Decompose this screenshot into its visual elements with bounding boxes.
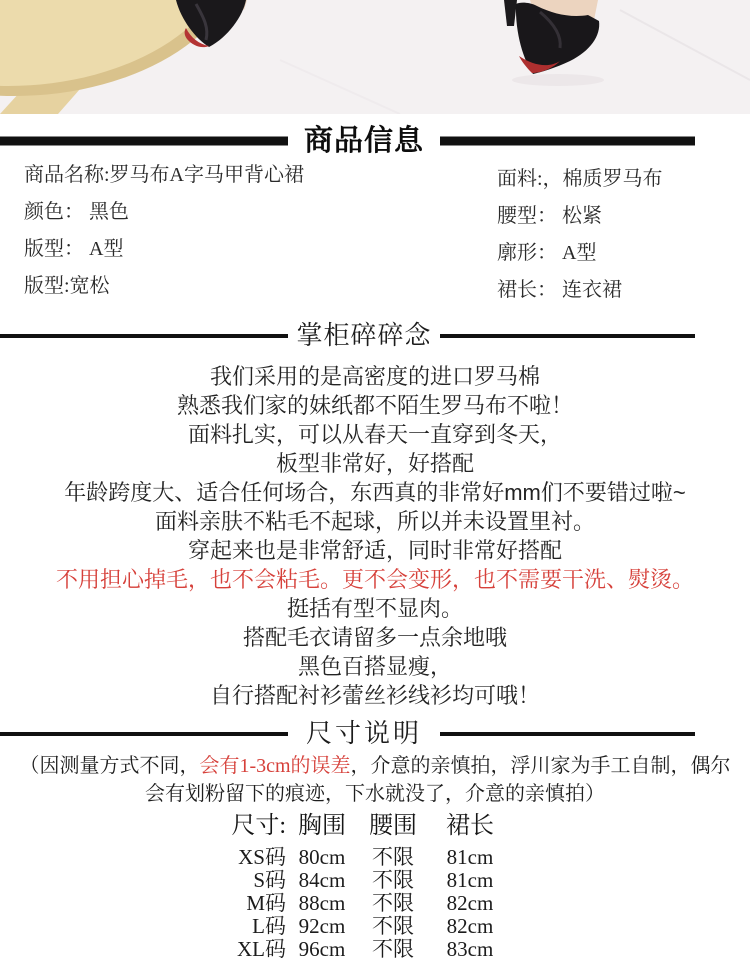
size-table-row-s (210, 869, 510, 892)
disclaimer-segment: （因测量方式不同， (19, 755, 200, 777)
length-cell: 82cm (446, 914, 494, 938)
waist-cell: 不限 (372, 914, 414, 938)
header-right-line (440, 732, 695, 736)
shop-notes-title: 掌柜碎碎念 (296, 321, 432, 350)
size-disclaimer-line2: 会有划粉留下的痕迹，下水就没了，介意的亲慎拍） (145, 783, 605, 805)
waist-cell: 不限 (372, 845, 414, 869)
header-right-bar (440, 137, 695, 146)
product-photo (0, 0, 750, 114)
size-table-row-xl (210, 938, 510, 960)
bust-cell: 80cm (298, 845, 346, 869)
header-left-bar (0, 137, 288, 146)
note-line: 面料亲肤不粘毛不起球，所以并未设置里衬。 (154, 509, 595, 534)
length-cell: 81cm (446, 845, 494, 869)
size-table-row-m (210, 892, 510, 915)
note-line: 穿起来也是非常舒适，同时非常好搭配 (187, 538, 562, 563)
note-line: 黑色百搭显瘦， (297, 654, 452, 679)
attribute-color: 颜色： 黑色 (24, 201, 129, 223)
size-table-col-length: 裙长 (446, 813, 494, 839)
bust-cell: 92cm (298, 914, 346, 938)
disclaimer-segment: ，介意的亲慎拍，浮川家为手工自制，偶尔 (350, 755, 731, 777)
product-attributes-left (24, 165, 304, 313)
header-right-line (440, 334, 695, 338)
note-line-warning-red: 不用担心掉毛，也不会粘毛。更不会变形，也不需要干洗、熨烫。 (55, 567, 694, 592)
size-table (210, 812, 510, 960)
size-cell: L码 (252, 914, 286, 938)
header-left-line (0, 732, 288, 736)
section-header-product-info (0, 124, 750, 158)
size-table-row-l (210, 915, 510, 938)
size-cell: XS码 (238, 845, 286, 869)
waist-cell: 不限 (372, 868, 414, 892)
attribute-product-name: 商品名称:罗马布A字马甲背心裙 (24, 164, 304, 186)
note-line: 自行搭配衬衫蕾丝衫线衫均可哦！ (209, 683, 540, 708)
attribute-fabric: 面料:，棉质罗马布 (497, 168, 663, 190)
note-line: 挺括有型不显肉。 (286, 596, 463, 621)
attribute-silhouette: 廓形： A型 (497, 242, 597, 264)
bust-cell: 84cm (298, 868, 346, 892)
attribute-pattern-type: 版型： A型 (24, 238, 124, 260)
note-line: 板型非常好，好搭配 (275, 451, 474, 476)
length-cell: 83cm (446, 937, 494, 960)
length-cell: 81cm (446, 868, 494, 892)
section-header-size-info (0, 717, 750, 751)
heels-photo-illustration (0, 0, 750, 114)
attribute-fit: 版型:宽松 (24, 275, 110, 297)
size-table-header-label: 尺寸: (231, 813, 286, 839)
size-disclaimer-line1 (10, 752, 740, 780)
size-info-title: 尺寸说明 (305, 719, 422, 748)
size-table-row-xs (210, 846, 510, 869)
size-table-header (210, 812, 510, 840)
attribute-waist-type: 腰型： 松紧 (497, 205, 602, 227)
section-header-shop-notes (0, 319, 750, 353)
waist-cell: 不限 (372, 891, 414, 915)
size-cell: XL码 (237, 937, 286, 960)
product-info-title: 商品信息 (303, 125, 424, 157)
note-line: 年龄跨度大、适合任何场合，东西真的非常好mm们不要错过啦~ (64, 480, 686, 505)
disclaimer-segment-red: 会有1-3cm的误差 (199, 755, 351, 777)
note-line: 面料扎实，可以从春天一直穿到冬天， (187, 422, 562, 447)
size-cell: M码 (246, 891, 286, 915)
waist-cell: 不限 (372, 937, 414, 960)
size-table-col-bust: 胸围 (298, 813, 346, 839)
note-line: 我们采用的是高密度的进口罗马棉 (209, 364, 540, 389)
bust-cell: 96cm (298, 937, 346, 960)
size-disclaimer (10, 752, 740, 808)
note-line: 熟悉我们家的妹纸都不陌生罗马布不啦！ (176, 393, 573, 418)
shop-notes-text (0, 362, 750, 710)
length-cell: 82cm (446, 891, 494, 915)
attribute-skirt-length: 裙长： 连衣裙 (497, 279, 622, 301)
bust-cell: 88cm (298, 891, 346, 915)
product-attributes-right (497, 169, 663, 317)
size-cell: S码 (253, 868, 286, 892)
note-line: 搭配毛衣请留多一点余地哦 (242, 625, 507, 650)
header-left-line (0, 334, 288, 338)
size-table-col-waist: 腰围 (369, 813, 417, 839)
